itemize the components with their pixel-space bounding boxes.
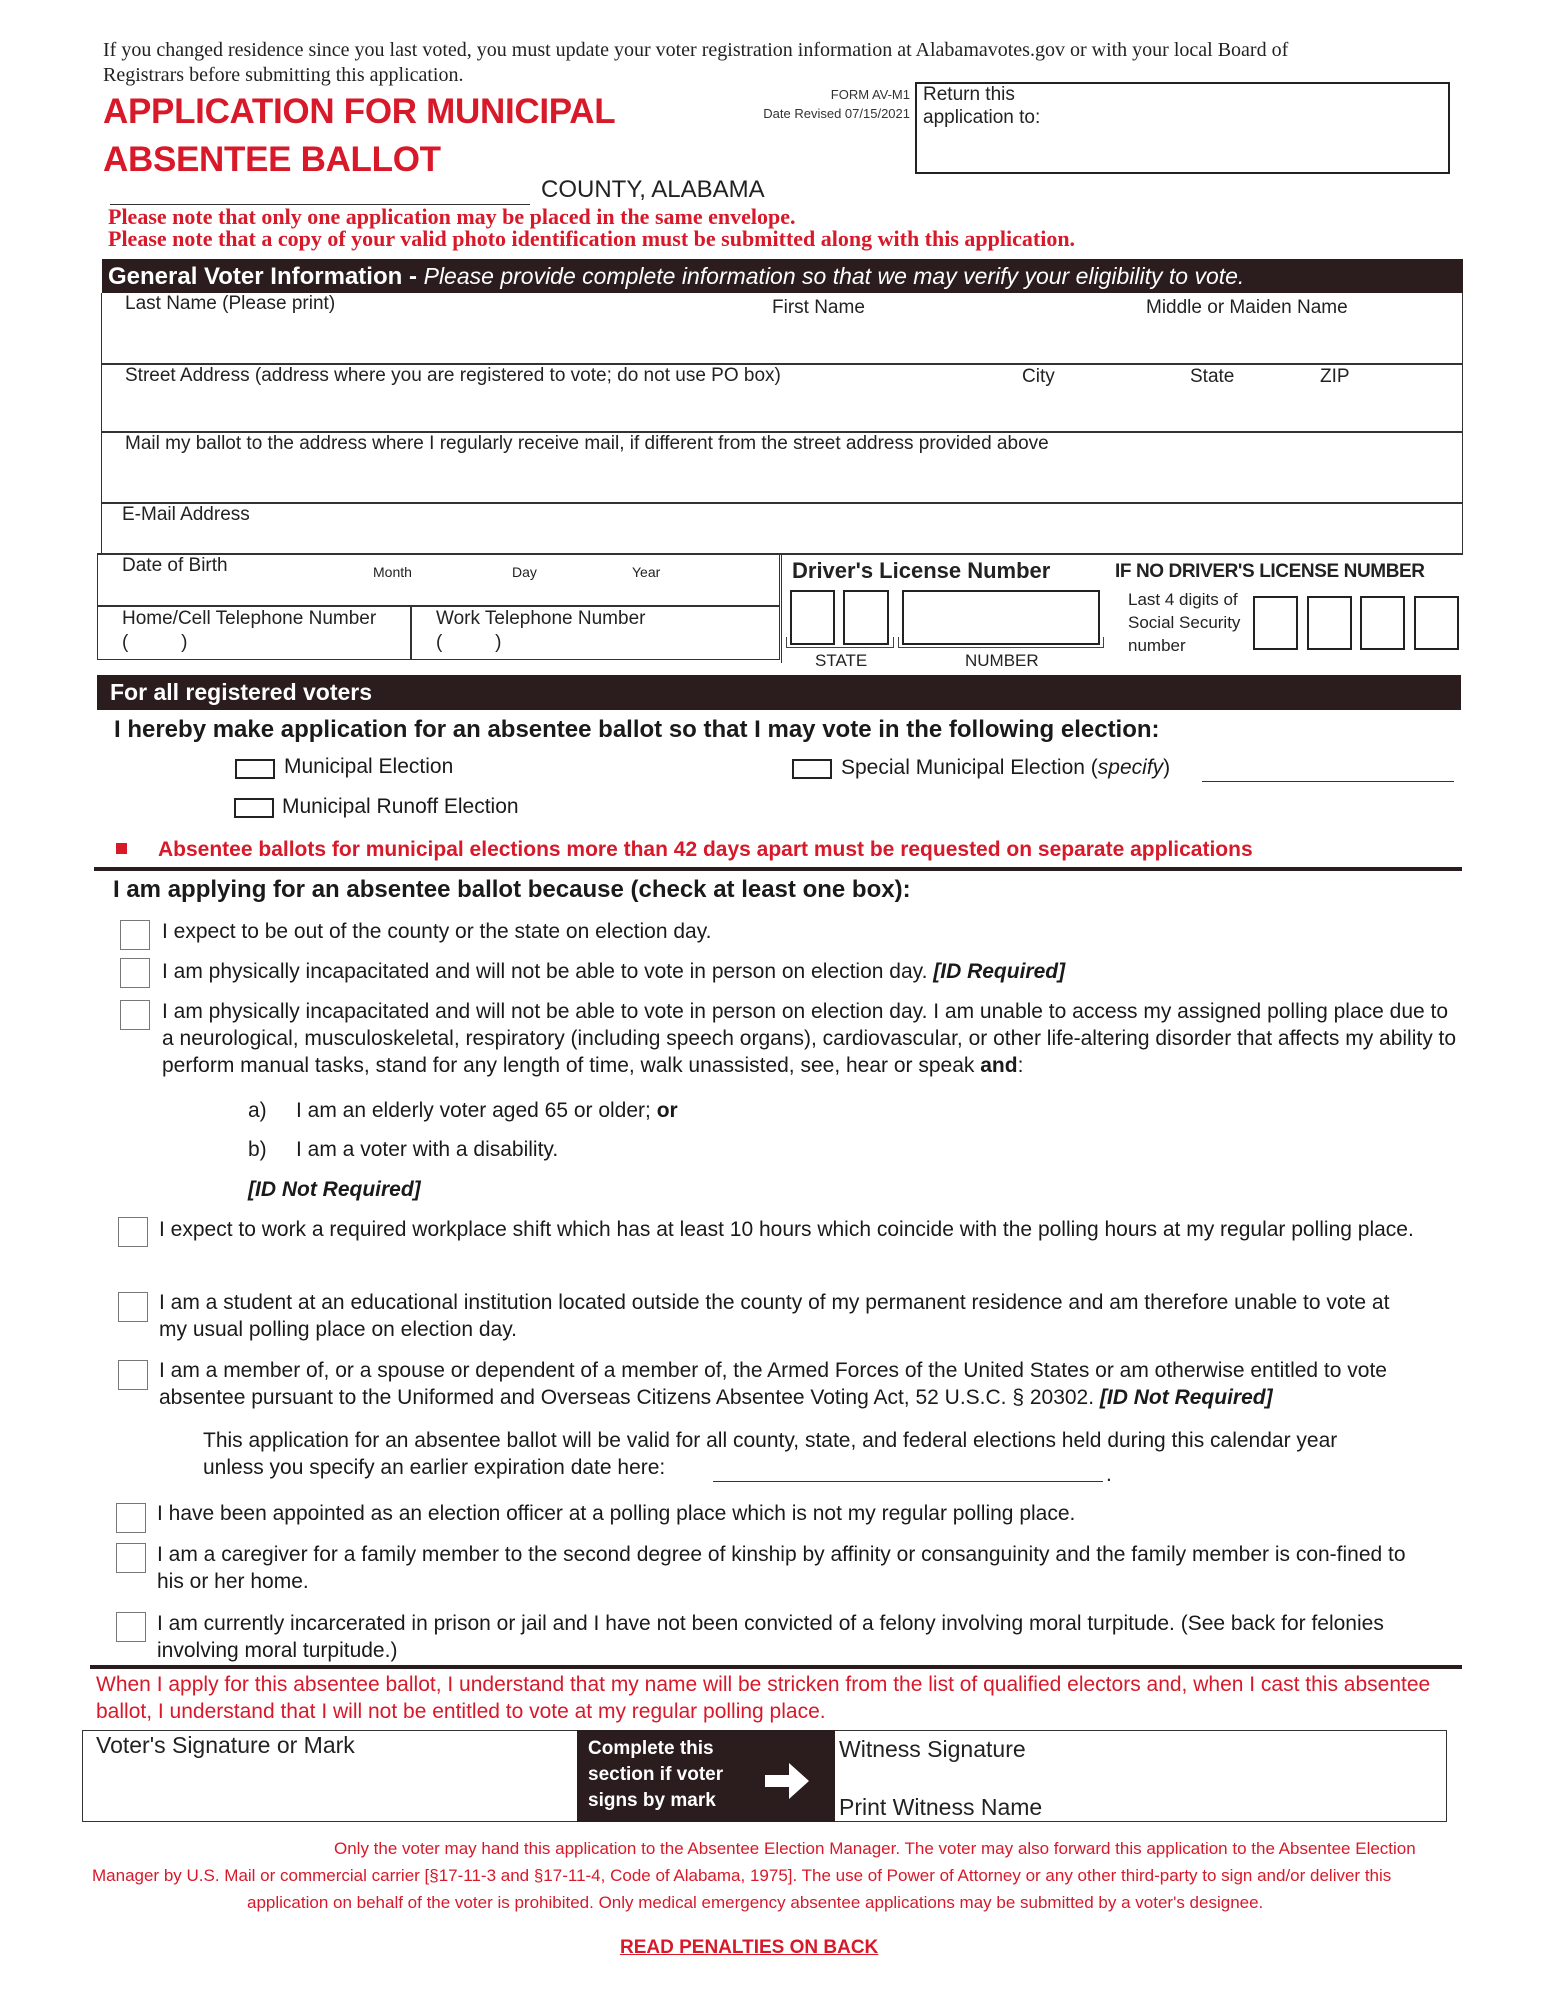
county-field[interactable] — [110, 178, 530, 205]
dl-number-bracket — [898, 637, 1104, 648]
residence-notice-line2: Registrars before submitting this application. — [103, 64, 464, 86]
municipal-runoff-label: Municipal Runoff Election — [282, 795, 519, 818]
dl-number-label: NUMBER — [965, 651, 1039, 670]
reason-out-of-county: I expect to be out of the county or the state on election day. — [162, 920, 712, 943]
general-info-title: General Voter Information — [108, 263, 403, 290]
reason-election-officer: I have been appointed as an election officer at a polling place which is not my regular polling place. — [157, 1502, 1076, 1525]
envelope-note: Please note that only one application may be placed in the same envelope. — [108, 204, 796, 229]
dob-field[interactable] — [98, 555, 780, 605]
first-name-field[interactable] — [742, 293, 1122, 363]
residence-notice-line1: If you changed residence since you last voted, you must update your voter registration information at Alabamavotes.gov or with your local Board of — [103, 39, 1289, 61]
special-election-close: ) — [1163, 756, 1171, 779]
witness-signature-label: Witness Signature — [839, 1736, 1026, 1762]
sub-b-text: I am a voter with a disability. — [296, 1138, 559, 1161]
reason-checkbox-work-shift[interactable] — [118, 1217, 148, 1247]
page-title — [103, 88, 615, 184]
reason-checkbox-incarcerated[interactable] — [116, 1612, 146, 1642]
id-not-required-text: [ID Not Required] — [248, 1178, 421, 1201]
work-phone-label: Work Telephone Number — [436, 608, 646, 629]
page-title-line1: APPLICATION FOR MUNICIPAL — [103, 92, 616, 131]
arrow-right-icon — [765, 1760, 811, 1802]
last-name-field[interactable] — [102, 293, 742, 363]
special-election-checkbox[interactable] — [792, 759, 832, 779]
return-label-line2: application to: — [923, 107, 1041, 128]
validity-line1: This application for an absentee ballot will be valid for all county, state, and federal elections held during this calendar year — [203, 1429, 1338, 1452]
note-bullet-icon — [116, 843, 127, 854]
mailing-address-field[interactable] — [102, 433, 1462, 502]
city-label: City — [1022, 366, 1055, 387]
expiration-date-field[interactable] — [713, 1460, 1103, 1482]
dl-state-label: STATE — [815, 651, 868, 670]
id-not-required-tag — [248, 1176, 421, 1203]
reason-incarcerated: I am currently incarcerated in prison or jail and I have not been convicted of a felony involving moral turpitude. (See back for felonies involving moral turpitude.) — [157, 1612, 1384, 1662]
municipal-runoff-checkbox[interactable] — [234, 798, 274, 818]
ssn-label-line1: Last 4 digits of — [1128, 590, 1238, 609]
special-election-label — [841, 756, 1170, 780]
sub-b-letter: b) — [248, 1138, 267, 1161]
general-info-header — [102, 259, 1463, 293]
ssn-label-line2: Social Security — [1128, 613, 1241, 632]
reason-armed-forces — [159, 1357, 1449, 1411]
separate-applications-note: Absentee ballots for municipal elections more than 42 days apart must be requested on separate applications — [158, 838, 1253, 861]
sign-by-mark-note — [577, 1730, 835, 1822]
form-meta — [720, 85, 910, 123]
dl-state-bracket — [786, 637, 894, 648]
acknowledgement: When I apply for this absentee ballot, I understand that my name will be stricken from the list of qualified electors and, when I cast this absentee ballot, I understand that I will not be entitled to vote at my regular polling place. — [96, 1673, 1431, 1723]
general-info-subtitle: Please provide complete information so that we may verify your eligibility to vote. — [423, 263, 1245, 289]
street-address-label: Street Address (address where you are registered to vote; do not use PO box) — [125, 365, 781, 386]
county-suffix: COUNTY, ALABAMA — [541, 176, 765, 203]
reason-checkbox-caregiver[interactable] — [116, 1543, 146, 1573]
form-id: FORM AV-M1 — [830, 87, 910, 102]
dob-label: Date of Birth — [122, 555, 228, 576]
page-title-line2: ABSENTEE BALLOT — [103, 140, 441, 179]
drivers-license-block — [781, 553, 782, 663]
registered-voters-title: For all registered voters — [110, 679, 373, 705]
ssn-label — [1128, 588, 1240, 657]
reason-disorder — [162, 998, 1462, 1079]
section-divider — [94, 867, 1462, 871]
ssn-digit-box-3[interactable] — [1360, 596, 1405, 650]
reason-incapacitated — [162, 958, 1065, 985]
witness-name-field[interactable] — [836, 1776, 1444, 1820]
voter-signature-field[interactable] — [84, 1732, 576, 1820]
date-revised: Date Revised 07/15/2021 — [763, 106, 910, 121]
section-divider — [90, 1665, 1462, 1669]
mark-note-line2: section if voter — [588, 1764, 724, 1785]
reasons-title: I am applying for an absentee ballot because (check at least one box): — [113, 876, 911, 903]
election-intro: I hereby make application for an absentee ballot so that I may vote in the following election: — [114, 716, 1160, 743]
specify-text: specify — [1097, 756, 1164, 779]
expiration-period: . — [1106, 1463, 1112, 1486]
reason-checkbox-election-officer[interactable] — [116, 1503, 146, 1533]
email-label: E-Mail Address — [122, 504, 250, 525]
home-phone-parens: ( ) — [122, 632, 188, 653]
dob-month-label: Month — [373, 564, 412, 580]
special-election-specify-field[interactable] — [1202, 760, 1454, 782]
read-penalties-link[interactable]: READ PENALTIES ON BACK — [620, 1937, 879, 1958]
municipal-election-label: Municipal Election — [284, 755, 454, 778]
reason-checkbox-incapacitated[interactable] — [120, 958, 150, 988]
ssn-digit-box-4[interactable] — [1414, 596, 1459, 650]
reason-checkbox-disorder[interactable] — [120, 1000, 150, 1030]
work-phone-field[interactable] — [412, 606, 780, 660]
legal-line2: Manager by U.S. Mail or commercial carrier [§17-11-3 and §17-11-4, Code of Alabama, 1975]. The use of Power of Attorney or any other third-party to sign and/or deliver this — [92, 1866, 1392, 1885]
validity-line2: unless you specify an earlier expiration date here: — [203, 1456, 666, 1479]
dob-year-label: Year — [632, 564, 661, 580]
home-phone-field[interactable] — [98, 606, 410, 660]
legal-notice — [92, 1835, 1462, 1916]
dob-day-label: Day — [512, 564, 537, 580]
sub-a-letter: a) — [248, 1099, 267, 1122]
reason-caregiver: I am a caregiver for a family member to the second degree of kinship by affinity or consanguinity and the family member is con-fined to his or her home. — [157, 1543, 1406, 1593]
return-label-line1: Return this — [923, 84, 1015, 105]
reason-checkbox-student[interactable] — [118, 1292, 148, 1322]
sign-by-mark-text — [588, 1736, 723, 1814]
ssn-label-line3: number — [1128, 636, 1186, 655]
general-info-dash: - — [402, 263, 424, 290]
ssn-title: IF NO DRIVER'S LICENSE NUMBER — [1115, 561, 1425, 582]
last-name-label: Last Name (Please print) — [125, 293, 336, 314]
reason-disorder-text: I am physically incapacitated and will not be able to vote in person on election day. I am unable to access my assigned polling place due to a neurological, musculoskeletal, respiratory (including speech organs), cardiovascular, or other life-altering disorder that affects my ability to perform manual tasks, stand for any length of time, walk unassisted, see, hear or speak — [162, 1000, 1457, 1077]
work-phone-parens: ( ) — [436, 632, 502, 653]
reason-checkbox-out-of-county[interactable] — [120, 920, 150, 950]
voter-signature-label: Voter's Signature or Mark — [96, 1732, 355, 1758]
zip-field[interactable] — [1292, 365, 1462, 431]
ssn-digit-box-2[interactable] — [1307, 596, 1352, 650]
reason-armed-forces-text: I am a member of, or a spouse or dependent of a member of, the Armed Forces of the United States or am otherwise entitled to vote absentee pursuant to the Uniformed and Overseas Citizens Absentee Voting Act, 52 U.S.C. § 20302. — [159, 1359, 1387, 1409]
mark-note-line3: signs by mark — [588, 1790, 716, 1811]
middle-name-field[interactable] — [1122, 293, 1462, 363]
state-label: State — [1190, 366, 1235, 387]
middle-name-label: Middle or Maiden Name — [1146, 297, 1348, 318]
id-required-tag: [ID Required] — [933, 960, 1066, 983]
city-field[interactable] — [992, 365, 1152, 431]
special-election-text: Special Municipal Election ( — [841, 756, 1098, 779]
street-address-field[interactable] — [102, 365, 992, 431]
zip-label: ZIP — [1320, 366, 1350, 387]
municipal-election-checkbox[interactable] — [235, 759, 275, 779]
legal-line1: Only the voter may hand this application to the Absentee Election Manager. The voter may also forward this application to the Absentee Election — [334, 1839, 1416, 1858]
state-field[interactable] — [1152, 365, 1292, 431]
mark-note-line1: Complete this — [588, 1738, 714, 1759]
mailing-address-label: Mail my ballot to the address where I regularly receive mail, if different from the street address provided above — [125, 433, 1049, 454]
registered-voters-header — [97, 675, 1461, 710]
ssn-digit-box-1[interactable] — [1253, 596, 1298, 650]
legal-line3: application on behalf of the voter is prohibited. Only medical emergency absentee applications may be submitted by a voter's designee. — [247, 1893, 1264, 1912]
witness-signature-field[interactable] — [836, 1732, 1444, 1776]
photo-id-note: Please note that a copy of your valid photo identification must be submitted along with this application. — [108, 226, 1076, 251]
home-phone-label: Home/Cell Telephone Number — [122, 608, 377, 629]
sub-a-or: or — [656, 1099, 678, 1122]
email-field[interactable] — [102, 504, 1462, 554]
reason-disorder-colon: : — [1017, 1054, 1024, 1077]
reason-checkbox-armed-forces[interactable] — [118, 1360, 148, 1390]
reason-disorder-and: and — [980, 1054, 1018, 1077]
reason-work-shift: I expect to work a required workplace shift which has at least 10 hours which coincide with the polling hours at my regular polling place. — [159, 1218, 1414, 1241]
armed-forces-id-tag: [ID Not Required] — [1099, 1386, 1273, 1409]
first-name-label: First Name — [772, 297, 865, 318]
sub-a-text — [296, 1097, 678, 1124]
residence-notice — [103, 38, 1463, 88]
witness-name-label: Print Witness Name — [839, 1794, 1043, 1820]
drivers-license-title: Driver's License Number — [792, 558, 1051, 583]
reason-student: I am a student at an educational institution located outside the county of my permanent residence and am therefore unable to vote at my usual polling place on election day. — [159, 1291, 1390, 1341]
sub-a-text-body: I am an elderly voter aged 65 or older; — [296, 1099, 657, 1122]
reason-incapacitated-text: I am physically incapacitated and will not be able to vote in person on election day. — [162, 960, 934, 983]
return-address-box[interactable] — [915, 82, 1450, 174]
